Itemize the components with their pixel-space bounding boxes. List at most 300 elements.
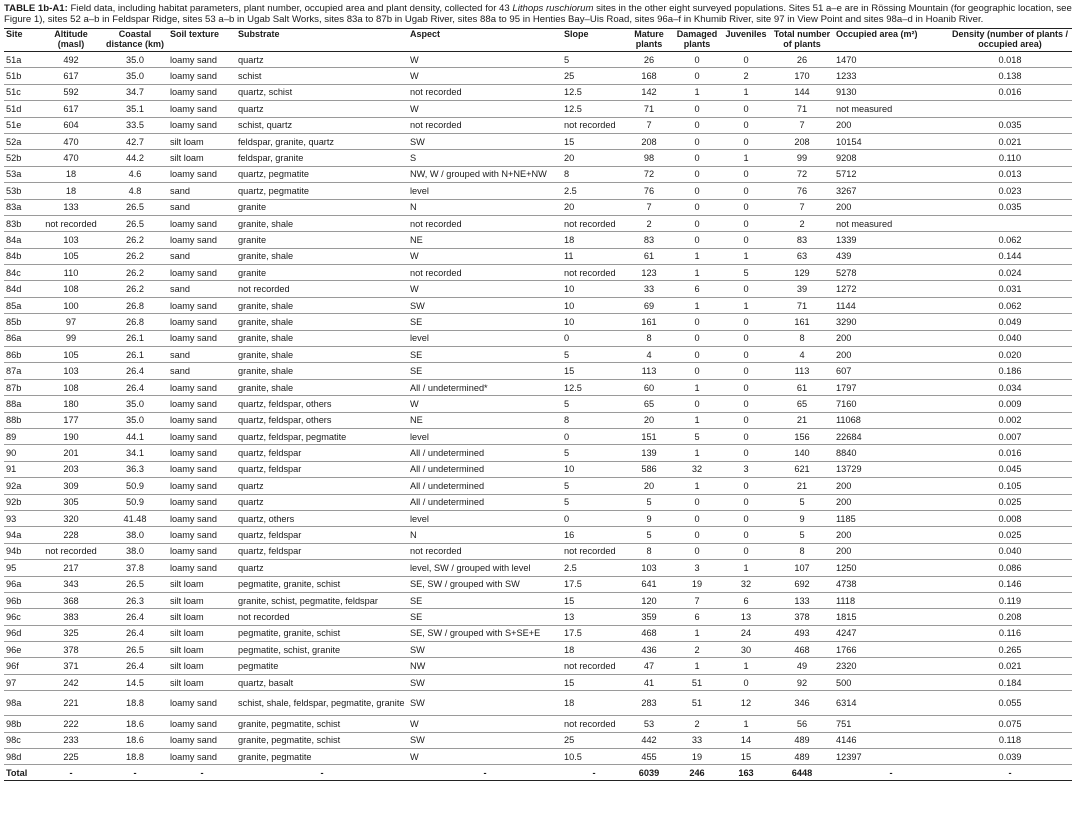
cell-total-plants: 133	[770, 592, 834, 608]
cell-site: 84d	[4, 281, 40, 297]
table-row	[4, 527, 1072, 543]
cell-mature-plants: 9	[626, 510, 672, 526]
cell-mature-plants: 5	[626, 527, 672, 543]
cell-slope: 15	[562, 363, 626, 379]
cell-occupied-area: 200	[834, 347, 948, 363]
cell-mature-plants: 442	[626, 732, 672, 748]
cell-soil-texture: silt loam	[168, 625, 236, 641]
cell-juveniles: 0	[722, 183, 770, 199]
cell-juveniles: 2	[722, 68, 770, 84]
cell-soil-texture: sand	[168, 281, 236, 297]
cell-coastal-distance: 34.7	[102, 84, 168, 100]
caption-text-2: sites in the other eight surveyed populations. Sites 51 a–e are in Rössing Mountain (for geographic location, see Figure 1), sites 52 a–b in Feldspar Ridge, sites 53 a–b in Ugab Salt Works, sites 83a to 87b in Ugab River, sites 88a to 95 in Henties Bay–Uis Road, sites 96a–f in Khumib River, site 97 in View Point and sites 98a–d in Hoanib River.	[4, 3, 1072, 25]
cell-total-plants: 468	[770, 642, 834, 658]
cell-substrate: quartz, pegmatite	[236, 166, 408, 182]
cell-total-plants: 71	[770, 297, 834, 313]
cell-coastal-distance: 26.4	[102, 363, 168, 379]
cell-mature-plants: 151	[626, 428, 672, 444]
cell-aspect: N	[408, 527, 562, 543]
cell-site: 85b	[4, 314, 40, 330]
cell-slope: 18	[562, 642, 626, 658]
total-soil-texture: -	[168, 765, 236, 781]
cell-slope: 25	[562, 732, 626, 748]
cell-juveniles: 5	[722, 265, 770, 281]
cell-aspect: All / undetermined	[408, 445, 562, 461]
cell-total-plants: 161	[770, 314, 834, 330]
table-row	[4, 215, 1072, 231]
cell-mature-plants: 7	[626, 199, 672, 215]
cell-aspect: SE, SW / grouped with SW	[408, 576, 562, 592]
cell-damaged-plants: 0	[672, 347, 722, 363]
cell-slope: not recorded	[562, 117, 626, 133]
cell-damaged-plants: 2	[672, 642, 722, 658]
cell-altitude: 309	[40, 478, 102, 494]
cell-site: 95	[4, 560, 40, 576]
table-row	[4, 478, 1072, 494]
cell-substrate: granite, shale	[236, 363, 408, 379]
cell-site: 87a	[4, 363, 40, 379]
cell-occupied-area: 8840	[834, 445, 948, 461]
cell-aspect: All / undetermined	[408, 494, 562, 510]
cell-aspect: NE	[408, 232, 562, 248]
cell-aspect: All / undetermined	[408, 461, 562, 477]
cell-soil-texture: loamy sand	[168, 330, 236, 346]
cell-coastal-distance: 26.5	[102, 199, 168, 215]
cell-damaged-plants: 0	[672, 527, 722, 543]
cell-mature-plants: 41	[626, 674, 672, 690]
cell-density: 0.208	[948, 609, 1072, 625]
cell-substrate: granite, shale	[236, 215, 408, 231]
cell-occupied-area: 6314	[834, 691, 948, 716]
cell-mature-plants: 65	[626, 396, 672, 412]
cell-aspect: All / undetermined	[408, 478, 562, 494]
cell-altitude: 201	[40, 445, 102, 461]
cell-soil-texture: silt loam	[168, 642, 236, 658]
cell-total-plants: 208	[770, 133, 834, 149]
cell-density: 0.013	[948, 166, 1072, 182]
cell-total-plants: 21	[770, 478, 834, 494]
cell-slope: 10.5	[562, 749, 626, 765]
cell-aspect: W	[408, 396, 562, 412]
cell-total-plants: 170	[770, 68, 834, 84]
cell-altitude: 470	[40, 150, 102, 166]
cell-damaged-plants: 2	[672, 716, 722, 732]
cell-density: 0.007	[948, 428, 1072, 444]
cell-juveniles: 0	[722, 330, 770, 346]
cell-coastal-distance: 50.9	[102, 478, 168, 494]
cell-damaged-plants: 1	[672, 478, 722, 494]
cell-damaged-plants: 0	[672, 199, 722, 215]
cell-aspect: NW, W / grouped with N+NE+NW	[408, 166, 562, 182]
cell-site: 94b	[4, 543, 40, 559]
cell-damaged-plants: 1	[672, 84, 722, 100]
cell-juveniles: 0	[722, 215, 770, 231]
cell-mature-plants: 47	[626, 658, 672, 674]
cell-aspect: not recorded	[408, 117, 562, 133]
cell-occupied-area: 1185	[834, 510, 948, 526]
cell-slope: 10	[562, 461, 626, 477]
cell-total-plants: 2	[770, 215, 834, 231]
table-row	[4, 232, 1072, 248]
cell-damaged-plants: 7	[672, 592, 722, 608]
table-row	[4, 609, 1072, 625]
cell-mature-plants: 8	[626, 543, 672, 559]
cell-soil-texture: loamy sand	[168, 691, 236, 716]
cell-soil-texture: loamy sand	[168, 510, 236, 526]
cell-substrate: not recorded	[236, 281, 408, 297]
cell-substrate: quartz, feldspar	[236, 543, 408, 559]
table-row	[4, 281, 1072, 297]
cell-substrate: schist	[236, 68, 408, 84]
cell-occupied-area: 1339	[834, 232, 948, 248]
cell-site: 91	[4, 461, 40, 477]
cell-aspect: All / undetermined*	[408, 379, 562, 395]
cell-slope: 2.5	[562, 560, 626, 576]
cell-substrate: quartz	[236, 52, 408, 68]
cell-occupied-area: 1118	[834, 592, 948, 608]
cell-soil-texture: loamy sand	[168, 166, 236, 182]
col-header-substrate: Substrate	[236, 29, 408, 52]
cell-aspect: NW	[408, 658, 562, 674]
cell-soil-texture: loamy sand	[168, 314, 236, 330]
cell-mature-plants: 98	[626, 150, 672, 166]
cell-aspect: not recorded	[408, 543, 562, 559]
table-row	[4, 347, 1072, 363]
cell-total-plants: 99	[770, 150, 834, 166]
cell-coastal-distance: 4.8	[102, 183, 168, 199]
cell-soil-texture: loamy sand	[168, 478, 236, 494]
cell-mature-plants: 436	[626, 642, 672, 658]
cell-substrate: quartz, pegmatite	[236, 183, 408, 199]
cell-juveniles: 0	[722, 543, 770, 559]
cell-total-plants: 8	[770, 330, 834, 346]
cell-site: 52b	[4, 150, 40, 166]
cell-soil-texture: silt loam	[168, 133, 236, 149]
cell-mature-plants: 139	[626, 445, 672, 461]
table-row	[4, 412, 1072, 428]
cell-mature-plants: 103	[626, 560, 672, 576]
cell-occupied-area: 1250	[834, 560, 948, 576]
cell-damaged-plants: 0	[672, 396, 722, 412]
cell-density: 0.062	[948, 297, 1072, 313]
cell-substrate: pegmatite, schist, granite	[236, 642, 408, 658]
cell-slope: 10	[562, 297, 626, 313]
cell-total-plants: 156	[770, 428, 834, 444]
cell-juveniles: 3	[722, 461, 770, 477]
cell-coastal-distance: 26.8	[102, 314, 168, 330]
cell-site: 92a	[4, 478, 40, 494]
cell-soil-texture: loamy sand	[168, 232, 236, 248]
cell-density: 0.024	[948, 265, 1072, 281]
cell-soil-texture: loamy sand	[168, 297, 236, 313]
table-row	[4, 445, 1072, 461]
cell-total-plants: 129	[770, 265, 834, 281]
cell-mature-plants: 142	[626, 84, 672, 100]
cell-substrate: granite, shale	[236, 248, 408, 264]
cell-substrate: quartz, feldspar, others	[236, 396, 408, 412]
cell-soil-texture: loamy sand	[168, 412, 236, 428]
cell-soil-texture: loamy sand	[168, 445, 236, 461]
cell-site: 96c	[4, 609, 40, 625]
cell-coastal-distance: 14.5	[102, 674, 168, 690]
cell-juveniles: 0	[722, 379, 770, 395]
cell-aspect: W	[408, 716, 562, 732]
cell-damaged-plants: 32	[672, 461, 722, 477]
cell-aspect: W	[408, 101, 562, 117]
cell-site: 85a	[4, 297, 40, 313]
cell-substrate: granite, pegmatite, schist	[236, 732, 408, 748]
cell-soil-texture: loamy sand	[168, 461, 236, 477]
total-aspect: -	[408, 765, 562, 781]
cell-substrate: quartz, others	[236, 510, 408, 526]
cell-substrate: quartz	[236, 101, 408, 117]
cell-occupied-area: 1144	[834, 297, 948, 313]
cell-damaged-plants: 0	[672, 133, 722, 149]
cell-substrate: quartz	[236, 478, 408, 494]
cell-juveniles: 1	[722, 658, 770, 674]
table-row	[4, 297, 1072, 313]
cell-density: 0.110	[948, 150, 1072, 166]
cell-occupied-area: 4738	[834, 576, 948, 592]
cell-occupied-area: 200	[834, 199, 948, 215]
cell-mature-plants: 76	[626, 183, 672, 199]
cell-soil-texture: loamy sand	[168, 68, 236, 84]
cell-juveniles: 0	[722, 412, 770, 428]
cell-coastal-distance: 26.1	[102, 347, 168, 363]
cell-juveniles: 1	[722, 297, 770, 313]
cell-aspect: not recorded	[408, 265, 562, 281]
cell-damaged-plants: 0	[672, 232, 722, 248]
cell-damaged-plants: 1	[672, 297, 722, 313]
cell-total-plants: 8	[770, 543, 834, 559]
cell-total-plants: 49	[770, 658, 834, 674]
cell-substrate: pegmatite, granite, schist	[236, 576, 408, 592]
cell-site: 96b	[4, 592, 40, 608]
cell-total-plants: 71	[770, 101, 834, 117]
cell-density: 0.045	[948, 461, 1072, 477]
cell-coastal-distance: 26.4	[102, 658, 168, 674]
cell-density: 0.144	[948, 248, 1072, 264]
cell-slope: 5	[562, 445, 626, 461]
cell-coastal-distance: 34.1	[102, 445, 168, 461]
cell-site: 83a	[4, 199, 40, 215]
cell-density: 0.025	[948, 527, 1072, 543]
cell-site: 84c	[4, 265, 40, 281]
total-altitude: -	[40, 765, 102, 781]
cell-coastal-distance: 4.6	[102, 166, 168, 182]
cell-occupied-area: 4247	[834, 625, 948, 641]
cell-site: 86b	[4, 347, 40, 363]
cell-substrate: schist, shale, feldspar, pegmatite, granite	[236, 691, 408, 716]
cell-altitude: 203	[40, 461, 102, 477]
table-row	[4, 592, 1072, 608]
cell-density: 0.035	[948, 199, 1072, 215]
cell-slope: 10	[562, 281, 626, 297]
cell-aspect: level	[408, 183, 562, 199]
cell-mature-plants: 4	[626, 347, 672, 363]
cell-site: 96e	[4, 642, 40, 658]
table-row	[4, 494, 1072, 510]
cell-mature-plants: 71	[626, 101, 672, 117]
cell-altitude: 105	[40, 248, 102, 264]
cell-coastal-distance: 26.2	[102, 265, 168, 281]
table-row	[4, 150, 1072, 166]
cell-total-plants: 493	[770, 625, 834, 641]
cell-slope: 5	[562, 396, 626, 412]
cell-site: 53a	[4, 166, 40, 182]
cell-slope: 12.5	[562, 101, 626, 117]
table-row	[4, 658, 1072, 674]
cell-coastal-distance: 50.9	[102, 494, 168, 510]
cell-slope: 13	[562, 609, 626, 625]
cell-occupied-area: 751	[834, 716, 948, 732]
table-row	[4, 716, 1072, 732]
cell-altitude: 242	[40, 674, 102, 690]
cell-coastal-distance: 41.48	[102, 510, 168, 526]
cell-occupied-area: 1470	[834, 52, 948, 68]
cell-juveniles: 0	[722, 101, 770, 117]
cell-juveniles: 14	[722, 732, 770, 748]
cell-total-plants: 21	[770, 412, 834, 428]
cell-occupied-area: 500	[834, 674, 948, 690]
cell-mature-plants: 53	[626, 716, 672, 732]
total-density: -	[948, 765, 1072, 781]
cell-density: 0.049	[948, 314, 1072, 330]
cell-juveniles: 6	[722, 592, 770, 608]
cell-density: 0.062	[948, 232, 1072, 248]
total-occupied-area: -	[834, 765, 948, 781]
cell-total-plants: 144	[770, 84, 834, 100]
cell-juveniles: 1	[722, 84, 770, 100]
cell-juveniles: 0	[722, 363, 770, 379]
cell-soil-texture: loamy sand	[168, 265, 236, 281]
cell-substrate: quartz	[236, 494, 408, 510]
cell-total-plants: 92	[770, 674, 834, 690]
cell-damaged-plants: 0	[672, 101, 722, 117]
cell-density: 0.186	[948, 363, 1072, 379]
caption-species: Lithops ruschiorum	[512, 3, 594, 14]
cell-slope: not recorded	[562, 716, 626, 732]
cell-substrate: pegmatite	[236, 658, 408, 674]
cell-mature-plants: 2	[626, 215, 672, 231]
cell-soil-texture: loamy sand	[168, 428, 236, 444]
cell-slope: not recorded	[562, 215, 626, 231]
cell-coastal-distance: 26.2	[102, 232, 168, 248]
cell-aspect: level, SW / grouped with level	[408, 560, 562, 576]
cell-slope: 11	[562, 248, 626, 264]
cell-slope: 15	[562, 133, 626, 149]
cell-coastal-distance: 44.1	[102, 428, 168, 444]
cell-mature-plants: 586	[626, 461, 672, 477]
cell-coastal-distance: 35.1	[102, 101, 168, 117]
cell-damaged-plants: 6	[672, 281, 722, 297]
cell-occupied-area: 9208	[834, 150, 948, 166]
table-row	[4, 428, 1072, 444]
cell-soil-texture: sand	[168, 347, 236, 363]
cell-total-plants: 61	[770, 379, 834, 395]
cell-juveniles: 32	[722, 576, 770, 592]
cell-soil-texture: loamy sand	[168, 560, 236, 576]
col-header-aspect: Aspect	[408, 29, 562, 52]
cell-occupied-area: 200	[834, 494, 948, 510]
cell-site: 96d	[4, 625, 40, 641]
caption-text-1: Field data, including habitat parameters, plant number, occupied area and plant density, collected for 43	[67, 3, 513, 14]
cell-occupied-area: 3267	[834, 183, 948, 199]
cell-density: 0.119	[948, 592, 1072, 608]
cell-density: 0.035	[948, 117, 1072, 133]
cell-altitude: 225	[40, 749, 102, 765]
cell-coastal-distance: 26.1	[102, 330, 168, 346]
cell-aspect: level	[408, 428, 562, 444]
cell-aspect: W	[408, 248, 562, 264]
cell-slope: 17.5	[562, 576, 626, 592]
cell-coastal-distance: 18.6	[102, 716, 168, 732]
cell-substrate: feldspar, granite	[236, 150, 408, 166]
cell-substrate: granite, shale	[236, 314, 408, 330]
cell-density: 0.118	[948, 732, 1072, 748]
cell-coastal-distance: 18.6	[102, 732, 168, 748]
cell-juveniles: 0	[722, 396, 770, 412]
cell-total-plants: 4	[770, 347, 834, 363]
cell-slope: 15	[562, 592, 626, 608]
cell-juveniles: 0	[722, 232, 770, 248]
total-mature-plants: 6039	[626, 765, 672, 781]
cell-occupied-area: 4146	[834, 732, 948, 748]
cell-density: 0.025	[948, 494, 1072, 510]
cell-aspect: N	[408, 199, 562, 215]
total-slope: -	[562, 765, 626, 781]
cell-altitude: 99	[40, 330, 102, 346]
cell-aspect: SE, SW / grouped with S+SE+E	[408, 625, 562, 641]
cell-juveniles: 15	[722, 749, 770, 765]
cell-aspect: level	[408, 510, 562, 526]
cell-juveniles: 0	[722, 445, 770, 461]
cell-mature-plants: 60	[626, 379, 672, 395]
cell-mature-plants: 7	[626, 117, 672, 133]
cell-soil-texture: loamy sand	[168, 215, 236, 231]
cell-mature-plants: 83	[626, 232, 672, 248]
cell-density: 0.016	[948, 84, 1072, 100]
cell-density: 0.034	[948, 379, 1072, 395]
cell-substrate: granite	[236, 232, 408, 248]
cell-substrate: granite, schist, pegmatite, feldspar	[236, 592, 408, 608]
cell-substrate: granite	[236, 265, 408, 281]
cell-altitude: 233	[40, 732, 102, 748]
cell-altitude: 492	[40, 52, 102, 68]
table-row	[4, 576, 1072, 592]
cell-juveniles: 1	[722, 248, 770, 264]
cell-occupied-area: 439	[834, 248, 948, 264]
cell-soil-texture: loamy sand	[168, 379, 236, 395]
cell-soil-texture: sand	[168, 248, 236, 264]
cell-site: 51d	[4, 101, 40, 117]
cell-occupied-area: not measured	[834, 215, 948, 231]
cell-altitude: 228	[40, 527, 102, 543]
cell-occupied-area: 200	[834, 330, 948, 346]
cell-coastal-distance: 44.2	[102, 150, 168, 166]
cell-density: 0.075	[948, 716, 1072, 732]
cell-damaged-plants: 1	[672, 248, 722, 264]
cell-mature-plants: 61	[626, 248, 672, 264]
cell-altitude: 97	[40, 314, 102, 330]
cell-site: 84a	[4, 232, 40, 248]
table-row	[4, 379, 1072, 395]
cell-mature-plants: 641	[626, 576, 672, 592]
cell-substrate: quartz, basalt	[236, 674, 408, 690]
cell-slope: 17.5	[562, 625, 626, 641]
cell-total-plants: 5	[770, 527, 834, 543]
cell-damaged-plants: 0	[672, 150, 722, 166]
